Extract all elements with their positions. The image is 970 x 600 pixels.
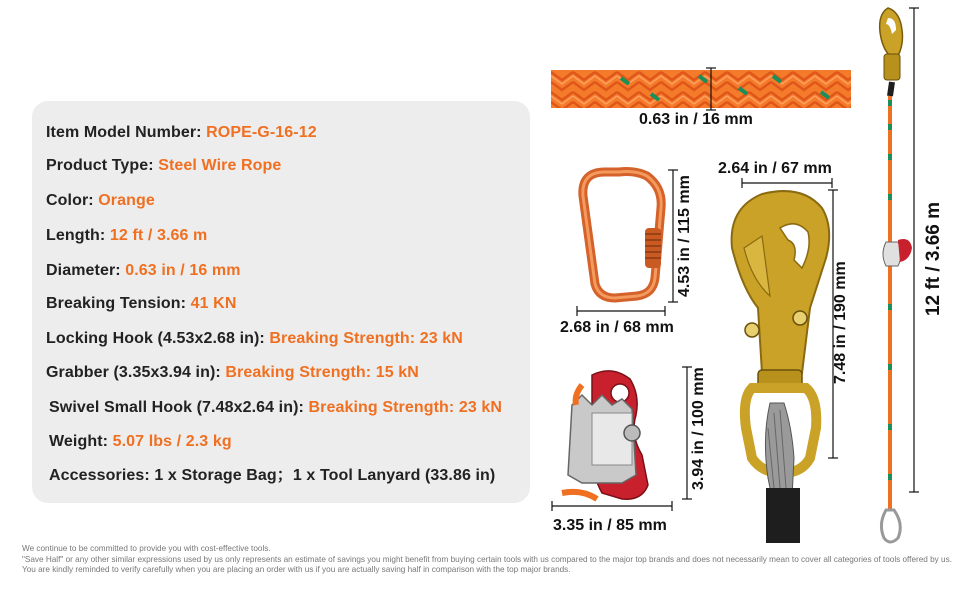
spec-model: Item Model Number: ROPE-G-16-12	[46, 124, 317, 141]
spec-accessories: Accessories: 1 x Storage Bag；1 x Tool Lanyard (33.86 in)	[49, 467, 496, 484]
hook-width-label: 2.64 in / 67 mm	[718, 160, 832, 177]
carabiner-width-label: 2.68 in / 68 mm	[560, 319, 674, 336]
spec-length: Length: 12 ft / 3.66 m	[46, 227, 208, 244]
spec-weight: Weight: 5.07 lbs / 2.3 kg	[49, 433, 232, 450]
spec-grabber: Grabber (3.35x3.94 in): Breaking Strength: 15 kN	[46, 364, 419, 381]
hook-width-line	[742, 178, 832, 188]
disclaimer-line-3: You are kindly reminded to verify carefully when you are placing an order with us if you are actually saving half in comparison with the top major brands.	[22, 565, 571, 575]
lanyard-length-line	[909, 8, 919, 492]
grabber-width-label: 3.35 in / 85 mm	[553, 517, 667, 534]
carabiner-image	[575, 168, 665, 303]
carabiner-height-label: 4.53 in / 115 mm	[676, 175, 693, 297]
disclaimer	[22, 544, 957, 576]
grabber-image	[552, 365, 682, 505]
snap-hook-image	[722, 188, 832, 543]
rope-sample-image	[551, 68, 856, 110]
disclaimer-line-2: "Save Half" or any other similar expressions used by us only represents an estimate of savings you might benefit from buying certain tools with us compared to the major top brands and does not necessarily mean to cover all categories of tools offered by us.	[22, 554, 952, 564]
spec-locking-hook: Locking Hook (4.53x2.68 in): Breaking Strength: 23 kN	[46, 330, 463, 347]
spec-diameter: Diameter: 0.63 in / 16 mm	[46, 262, 241, 279]
hook-height-label: 7.48 in / 190 mm	[832, 261, 849, 384]
grabber-height-label: 3.94 in / 100 mm	[690, 367, 707, 490]
carabiner-width-line	[577, 306, 665, 316]
spec-type: Product Type: Steel Wire Rope	[46, 157, 282, 174]
spec-swivel-hook: Swivel Small Hook (7.48x2.64 in): Breaking Strength: 23 kN	[49, 399, 503, 416]
spec-breaking-tension: Breaking Tension: 41 KN	[46, 295, 237, 312]
disclaimer-line-1: We continue to be committed to provide you with cost-effective tools.	[22, 544, 271, 553]
grabber-width-line	[552, 501, 672, 511]
rope-diameter-label: 0.63 in / 16 mm	[639, 111, 753, 128]
lanyard-length-label: 12 ft / 3.66 m	[923, 201, 944, 317]
spec-color: Color: Orange	[46, 192, 155, 209]
